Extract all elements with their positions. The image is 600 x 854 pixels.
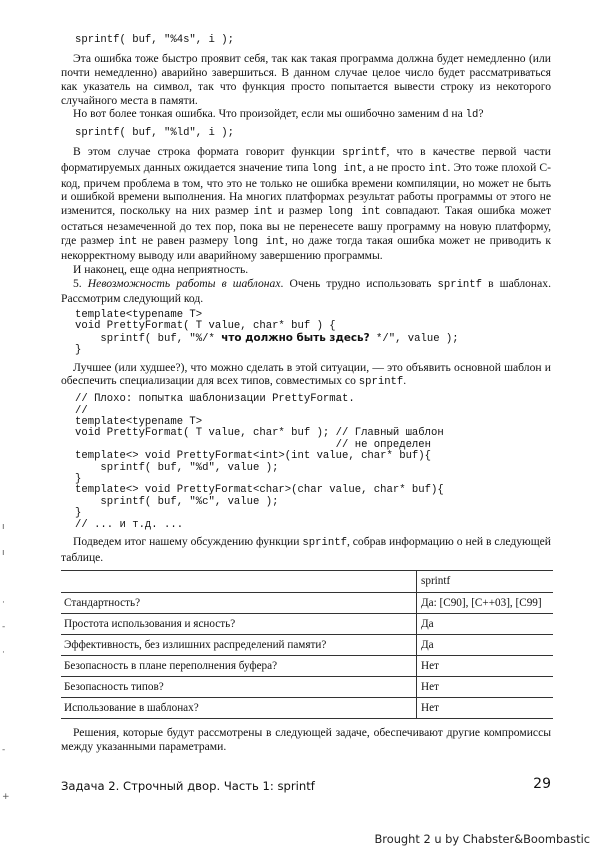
inline-code: int — [118, 235, 138, 248]
table-row — [61, 677, 553, 698]
text-run: . — [403, 374, 407, 388]
table-row — [61, 614, 553, 635]
inline-code: long int — [327, 206, 381, 219]
table-row — [61, 656, 553, 677]
inline-code: sprintf — [302, 536, 347, 549]
table-header-sprintf: sprintf — [417, 571, 554, 593]
paragraph-subtle-end: ? — [478, 107, 484, 121]
scan-mark: + — [2, 792, 10, 802]
table-header-row — [61, 571, 553, 593]
code-line: } — [75, 344, 82, 357]
table-row — [61, 698, 553, 719]
text-run: . Очень трудно использовать — [280, 276, 438, 290]
table-row — [61, 635, 553, 656]
text-run: . Это тоже плохой С-код, причем проблема в том, что это не только не ошибка времени компиляции, но может не быть и ошибкой времени выполнения. На многих платформах результат работы программы от этого не изменится, поскольку на них размер — [61, 161, 551, 218]
page-content — [61, 30, 551, 754]
paragraph-best-worst — [61, 361, 551, 390]
table-header-empty — [61, 571, 417, 593]
code-comment-bold: что должно быть здесь? — [221, 331, 370, 344]
table-cell-value: Нет — [417, 656, 554, 677]
table-cell-value: Да — [417, 635, 554, 656]
text-run: В этом случае строка формата говорит функции — [73, 145, 342, 159]
table-cell-label: Безопасность в плане переполнения буфера? — [61, 656, 417, 677]
inline-code: int — [253, 206, 273, 219]
table-cell-value: Нет — [417, 677, 554, 698]
table-cell-value: Да: [C90], [C++03], [C99] — [417, 593, 554, 614]
text-run: Подведем итог нашему обсуждению функции — [73, 534, 303, 548]
footer-title: Задача 2. Строчный двор. Часть 1: sprintf — [61, 779, 315, 793]
inline-code: int — [428, 163, 448, 176]
scan-mark: ı — [2, 522, 5, 532]
paragraph-summary — [61, 535, 551, 564]
table-cell-label: Простота использования и ясность? — [61, 614, 417, 635]
text-run: , собрав информацию о ней в следующей таблице. — [61, 534, 551, 564]
scan-mark: · — [2, 648, 5, 658]
code-block-specializations: // Плохо: попытка шаблонизации PrettyFormat. // template<typename T> void PrettyFormat( T value, char* buf ); // Главный шаблон // не определен template<> void PrettyFormat<int>(int value, char* buf){ sprintf( buf, "%d", value ); } template<> void PrettyFormat<char>(char value, char* buf){ sprintf( buf, "%c", value ); } // ... и т.д. ... — [75, 393, 444, 531]
text-run: , что в качестве первой части форматируемых данных ожидается значение типа — [61, 145, 551, 175]
text-run: , но даже тогда такая ошибка может не приводить к некорректному выводу или аварийному завершению программы. — [61, 233, 551, 263]
watermark-text: Brought 2 u by Chabster&Boombastic — [374, 832, 590, 846]
item-title: Невозможность работы в шаблонах — [87, 276, 281, 290]
page-footer — [61, 776, 551, 793]
table-cell-label: Эффективность, без излишних распределений памяти? — [61, 635, 417, 656]
scan-mark: - — [2, 745, 6, 755]
paragraph-next-task: Решения, которые будут рассмотрены в следующей задаче, обеспечивают другие компромиссы между указанными параметрами. — [61, 726, 551, 754]
table-cell-label: Стандартность? — [61, 593, 417, 614]
code-line: sprintf( buf, "%/* — [75, 332, 222, 345]
scan-mark: · — [2, 598, 5, 608]
code-line: */", value ); — [369, 332, 459, 345]
paragraph-one-more: И наконец, еще одна неприятность. — [73, 262, 249, 276]
table-cell-label: Использование в шаблонах? — [61, 698, 417, 719]
page-number: 29 — [533, 776, 551, 792]
paragraph-subtle-text: Но вот более тонкая ошибка. Что произойдет, если мы ошибочно заменим d на — [73, 107, 466, 121]
table-cell-value: Нет — [417, 698, 554, 719]
code-block-template — [75, 310, 551, 357]
text-run: , а не просто — [362, 161, 429, 175]
scan-mark: ı — [2, 548, 5, 558]
inline-code: sprintf — [358, 376, 404, 389]
table-cell-value: Да — [417, 614, 554, 635]
scan-mark: - — [2, 622, 6, 632]
inline-code: long int — [232, 235, 285, 248]
text-run: не равен размеру — [137, 233, 233, 247]
text-run: и размер — [272, 204, 328, 218]
table-cell-label: Безопасность типов? — [61, 677, 417, 698]
inline-code: long int — [311, 163, 363, 176]
code-line-sprintf-ld: sprintf( buf, "%ld", i ); — [75, 126, 234, 139]
item-number: 5. — [73, 276, 88, 290]
inline-code: sprintf — [341, 147, 387, 160]
paragraph-templates — [61, 277, 551, 306]
paragraph-subtle-error — [61, 107, 551, 123]
inline-code: sprintf — [437, 278, 483, 291]
summary-table — [61, 570, 553, 719]
code-line-sprintf-4s: sprintf( buf, "%4s", i ); — [75, 34, 234, 46]
table-row — [61, 593, 553, 614]
paragraph-crash: Эта ошибка тоже быстро проявит себя, так как такая программа должна будет немедленно (или почти немедленно) аварийно завершиться. В данном случае целое число будет рассматриваться как указатель на символ, так что функция просто попытается вывести строку из некоторого случайного места в памяти. — [61, 52, 551, 107]
inline-code-ld: ld — [465, 109, 479, 122]
text-run: Лучшее (или худшее?), что можно сделать в этой ситуации, — это объявить основной шаблон и обеспечить специализации для всех типов, совместимых со — [61, 360, 551, 388]
paragraph-long-int — [61, 145, 551, 263]
text-run: в шаблонах. Рассмотрим следующий код. — [61, 276, 551, 306]
code-line: template<typename T> — [75, 309, 203, 322]
code-line: void PrettyFormat( T value, char* buf ) { — [75, 320, 336, 333]
text-run: совпадают. Такая ошибка может остаться незамеченной до тех пор, пока вы не перенесете вашу программу на новую платформу, где размер — [61, 204, 552, 247]
